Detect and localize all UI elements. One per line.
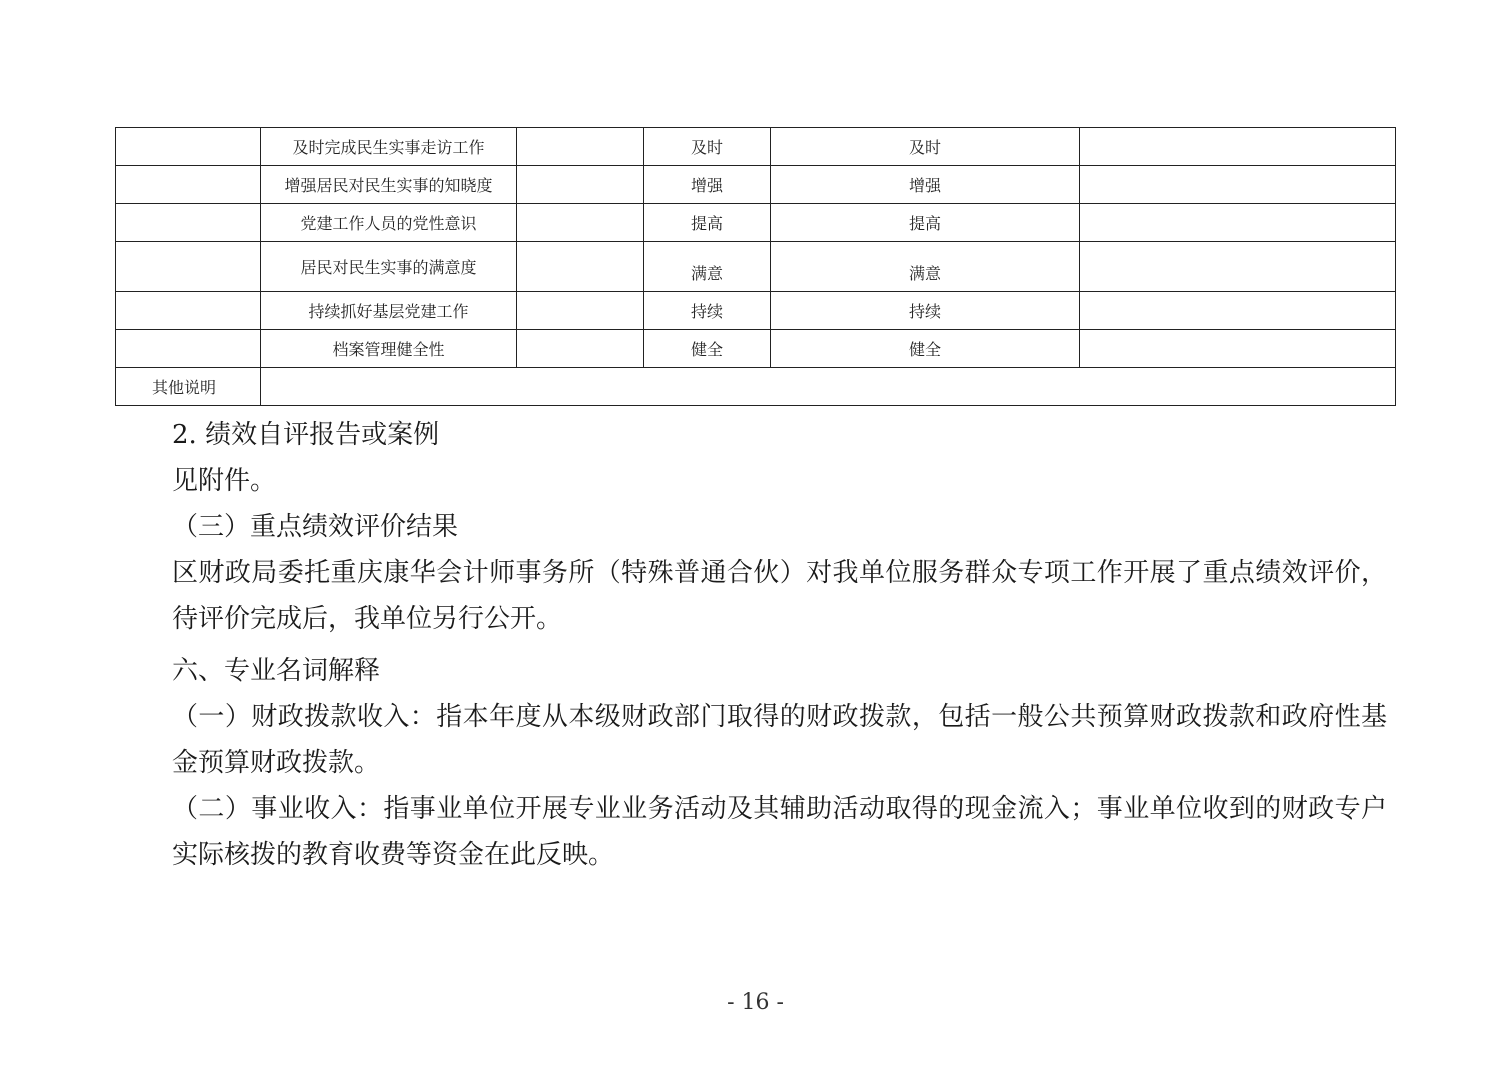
table-cell bbox=[116, 330, 261, 368]
page-number: - 16 - bbox=[727, 990, 784, 1015]
table-row bbox=[116, 204, 1396, 242]
self-eval-section bbox=[115, 412, 1387, 642]
table-cell bbox=[1080, 242, 1396, 292]
table-row bbox=[116, 128, 1396, 166]
table-row bbox=[116, 242, 1396, 292]
table-cell bbox=[1080, 204, 1396, 242]
term-business-income: （二）事业收入：指事业单位开展专业业务活动及其辅助活动取得的现金流入；事业单位收到的财政专户实际核拨的教育收费等资金在此反映。 bbox=[172, 794, 1387, 870]
key-eval-body: 区财政局委托重庆康华会计师事务所（特殊普通合伙）对我单位服务群众专项工作开展了重点绩效评价，待评价完成后，我单位另行公开。 bbox=[172, 558, 1387, 634]
other-notes-label: 其他说明 bbox=[116, 368, 261, 406]
self-eval-heading: 2. 绩效自评报告或案例 bbox=[172, 420, 440, 450]
target-value: 持续 bbox=[644, 292, 771, 330]
actual-value: 健全 bbox=[771, 330, 1080, 368]
table-cell bbox=[517, 292, 644, 330]
target-value: 满意 bbox=[644, 242, 771, 292]
table-row-other-notes bbox=[116, 368, 1396, 406]
other-notes-cell bbox=[261, 368, 1396, 406]
table-cell bbox=[116, 242, 261, 292]
term-fiscal-appropriation: （一）财政拨款收入：指本年度从本级财政部门取得的财政拨款，包括一般公共预算财政拨款和政府性基金预算财政拨款。 bbox=[172, 702, 1387, 778]
table-cell bbox=[517, 330, 644, 368]
table-row bbox=[116, 330, 1396, 368]
table-cell bbox=[517, 128, 644, 166]
indicator-name: 增强居民对民生实事的知晓度 bbox=[261, 166, 517, 204]
table-row bbox=[116, 166, 1396, 204]
table-cell bbox=[116, 292, 261, 330]
performance-indicator-table bbox=[115, 127, 1396, 406]
target-value: 增强 bbox=[644, 166, 771, 204]
table-cell bbox=[116, 166, 261, 204]
actual-value: 满意 bbox=[771, 242, 1080, 292]
indicator-name: 档案管理健全性 bbox=[261, 330, 517, 368]
key-eval-heading: （三）重点绩效评价结果 bbox=[172, 512, 459, 542]
table-cell bbox=[116, 204, 261, 242]
terms-section bbox=[115, 648, 1387, 878]
actual-value: 持续 bbox=[771, 292, 1080, 330]
table-cell bbox=[1080, 292, 1396, 330]
table-row bbox=[116, 292, 1396, 330]
indicator-name: 及时完成民生实事走访工作 bbox=[261, 128, 517, 166]
target-value: 及时 bbox=[644, 128, 771, 166]
indicator-name: 持续抓好基层党建工作 bbox=[261, 292, 517, 330]
actual-value: 及时 bbox=[771, 128, 1080, 166]
table-cell bbox=[517, 166, 644, 204]
table-cell bbox=[116, 128, 261, 166]
actual-value: 提高 bbox=[771, 204, 1080, 242]
table-cell bbox=[1080, 128, 1396, 166]
self-eval-body: 见附件。 bbox=[172, 466, 277, 496]
terms-heading: 六、专业名词解释 bbox=[172, 656, 381, 686]
table-cell bbox=[517, 204, 644, 242]
table-cell bbox=[517, 242, 644, 292]
actual-value: 增强 bbox=[771, 166, 1080, 204]
target-value: 健全 bbox=[644, 330, 771, 368]
target-value: 提高 bbox=[644, 204, 771, 242]
table-cell bbox=[1080, 330, 1396, 368]
indicator-name: 党建工作人员的党性意识 bbox=[261, 204, 517, 242]
table-cell bbox=[1080, 166, 1396, 204]
indicator-name: 居民对民生实事的满意度 bbox=[261, 242, 517, 292]
